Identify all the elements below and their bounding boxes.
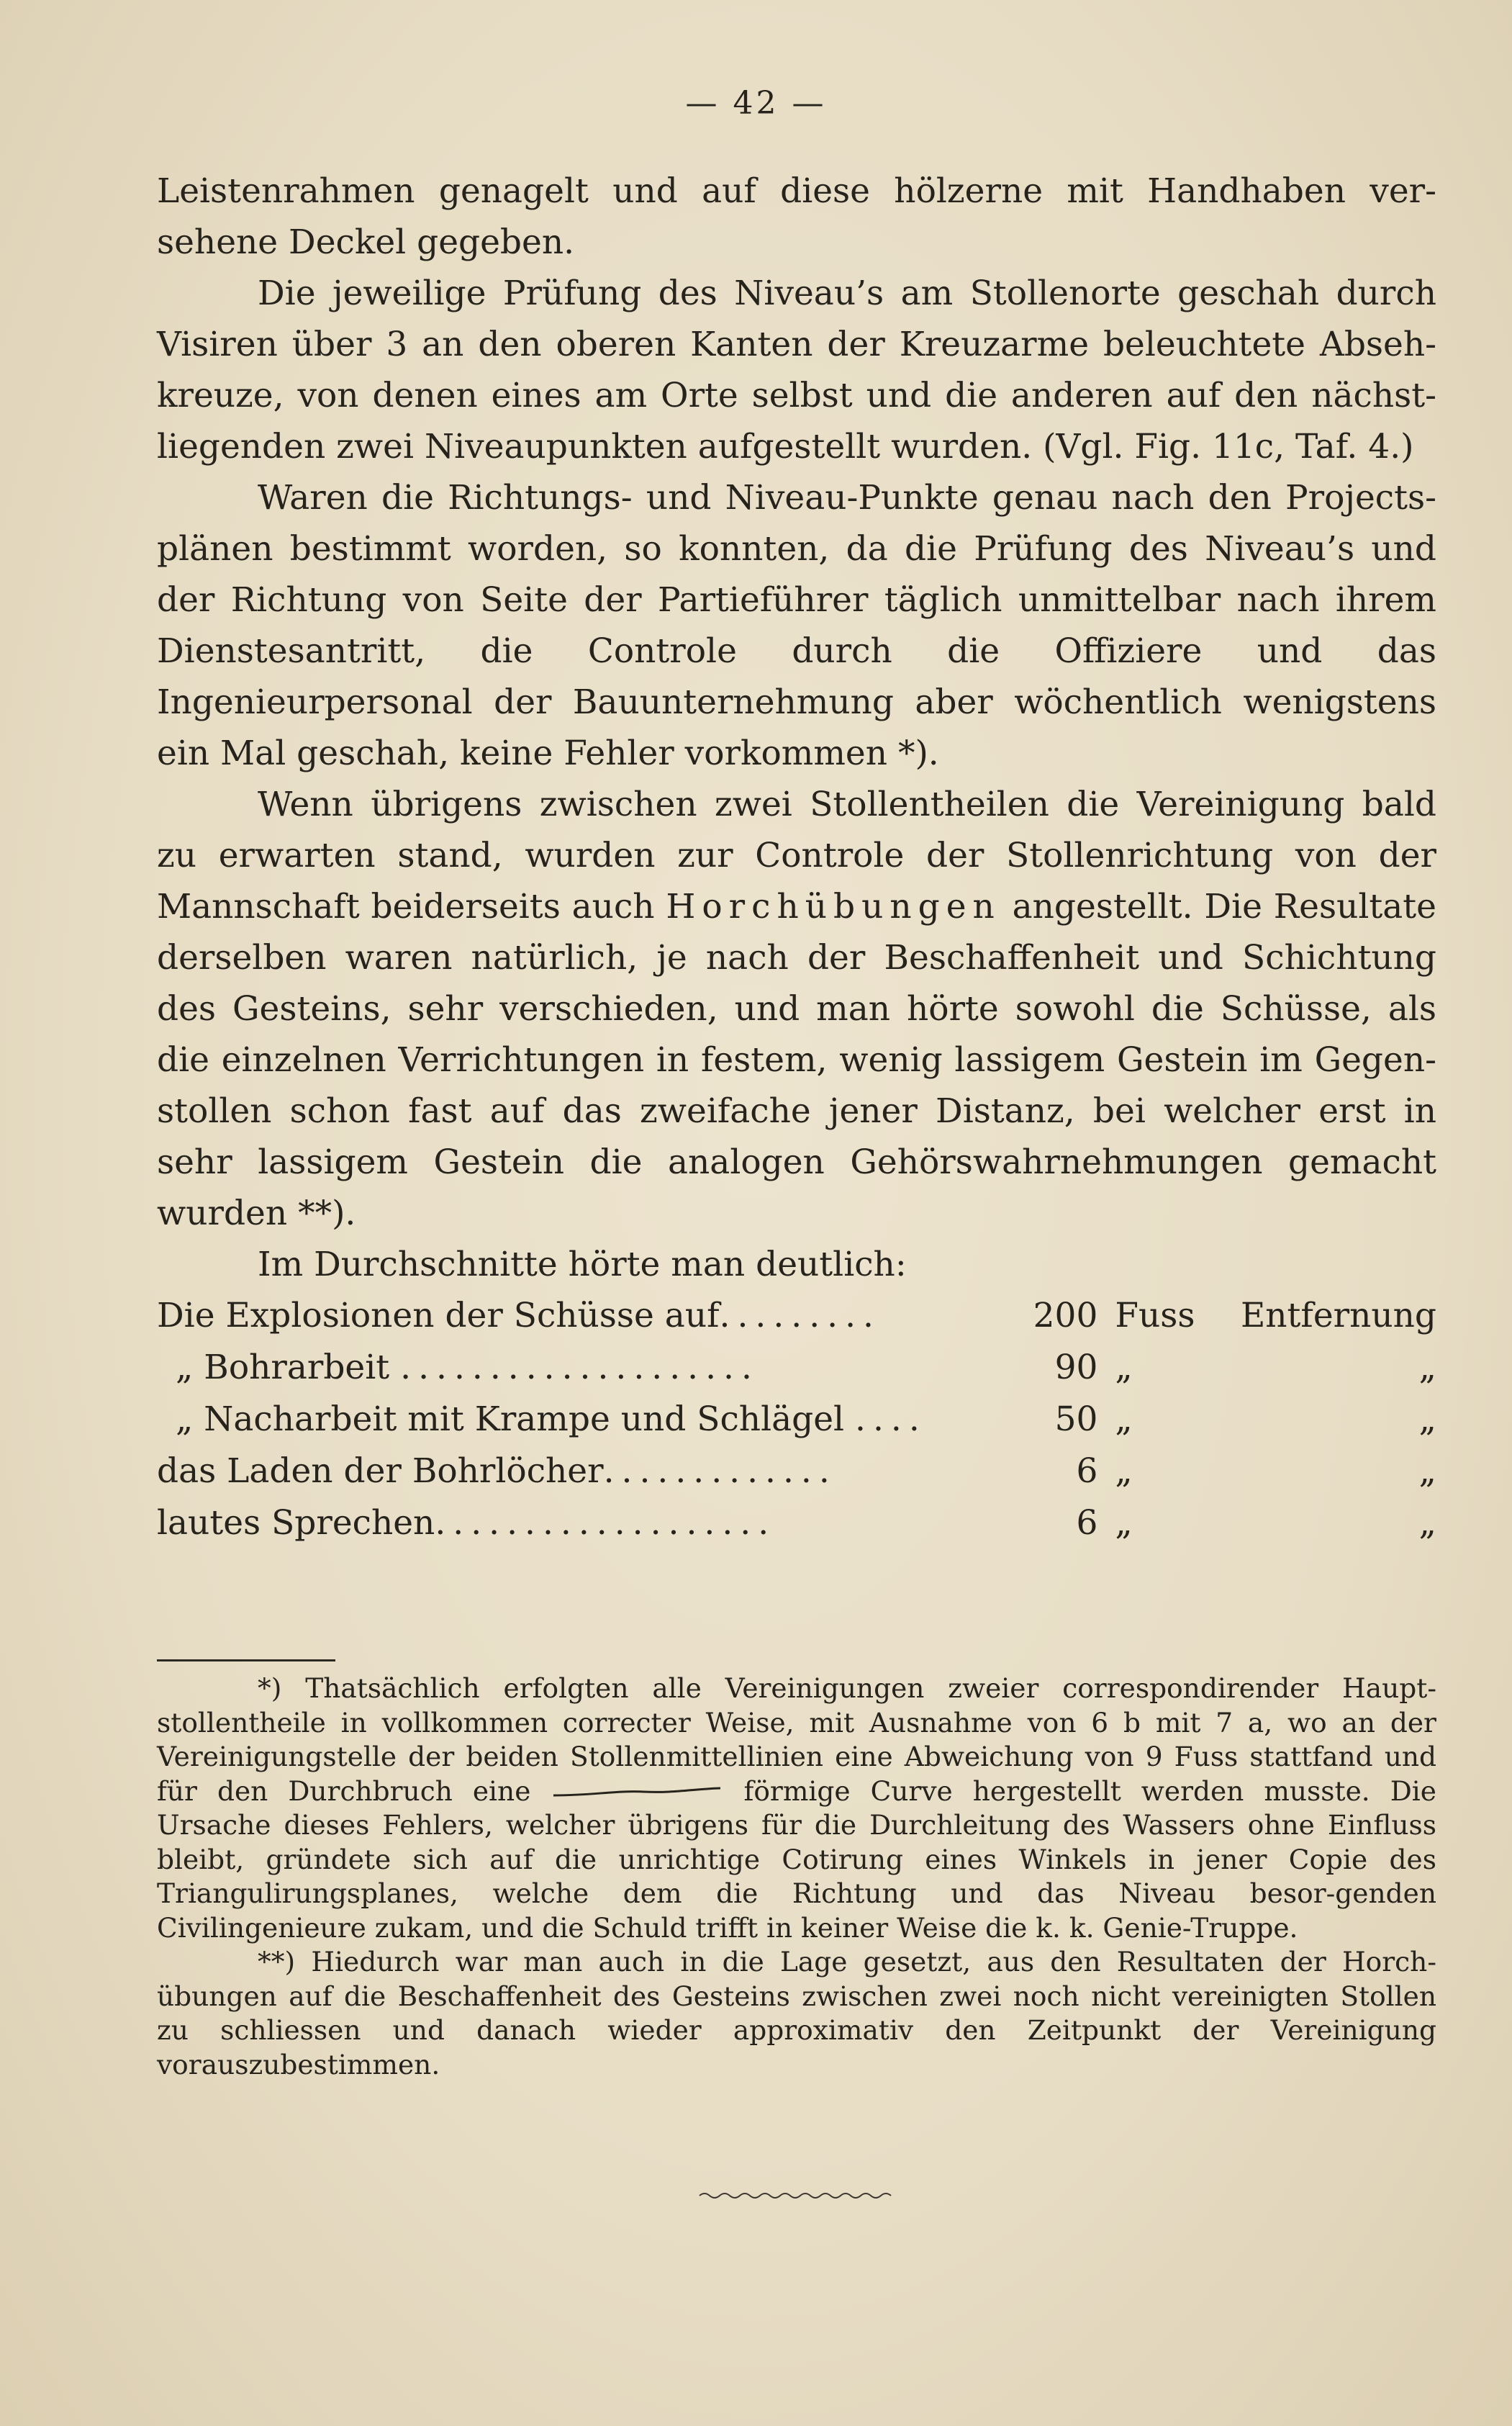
- row-unit-2: „: [1418, 1348, 1436, 1387]
- paragraph-3: Waren die Richtungs- und Niveau-Punkte genau nach den Projects-plänen bestimmt worden, so konnten, da die Prüfung des Niveau’s und der Richtung von Seite der Partieführer täglich unmittelbar nach ihrem Dienstesantritt, die Controle durch die Offiziere und das Ingenieurpersonal der Bauunternehmung aber wöchentlich wenigstens ein Mal geschah, keine Fehler vorkommen *).: [157, 478, 1436, 773]
- row-unit-2: „: [1418, 1399, 1436, 1439]
- row-value: 90: [1054, 1348, 1098, 1387]
- paragraph-4: [157, 779, 1436, 1239]
- s-curve-icon: [551, 1786, 723, 1800]
- table-row: [157, 1290, 1436, 1342]
- paragraph-4-text-after: angestellt. Die Resultate derselben waren natürlich, je nach der Beschaffenheit und Schichtung des Gesteins, sehr verschieden, und man hörte sowohl die Schüsse, als die einzelnen Verrichtungen in festem, wenig lassigem Gestein im Gegen-stollen schon fast auf das zweifache jener Distanz, bei welcher erst in sehr lassigem Gestein die analogen Gehörswahrnehmungen gemacht wurden **).: [157, 887, 1436, 1233]
- leader-dots: .............: [603, 1451, 837, 1491]
- paragraph-4-text-before: Wenn übrigens zwischen zwei Stollentheilen die Vereinigung bald zu erwarten stand, wurden zur Controle der Stollenrichtung von der Mannschaft beiderseits auch: [157, 785, 1436, 926]
- leader-dots: ...................: [435, 1503, 777, 1543]
- row-label: „ Bohrarbeit: [176, 1348, 390, 1387]
- footnote-2: **) Hiedurch war man auch in die Lage gesetzt, aus den Resultaten der Horch-übungen auf die Beschaffenheit des Gesteins zwischen zwei noch nicht vereinigten Stollen zu schliessen und danach wieder approximativ den Zeitpunkt der Vereinigung vorauszubestimmen.: [157, 1946, 1436, 2080]
- wavy-line-ornament: [698, 2188, 900, 2203]
- paragraph-2: Die jeweilige Prüfung des Niveau’s am Stollenorte geschah durch Visiren über 3 an den oberen Kanten der Kreuzarme beleuchtete Abseh-kreuze, von denen eines am Orte selbst und die anderen auf den nächst-liegenden zwei Niveaupunkten aufgestellt wurden. (Vgl. Fig. 11c, Taf. 4.): [157, 274, 1436, 466]
- footnote-1-text-after: förmige Curve hergestellt werden musste. Die Ursache dieses Fehlers, welcher übrigens für die Durchleitung des Wassers ohne Einfluss bleibt, gründete sich auf die unrichtige Cotirung eines Winkels in jener Copie des Triangulirungsplanes, welche dem die Richtung und das Niveau besor-genden Civilingenieure zukam, und die Schuld trifft in keiner Weise die k. k. Genie-Truppe.: [157, 1775, 1436, 1944]
- table-row: [157, 1342, 1436, 1394]
- row-label: Die Explosionen der Schüsse auf: [157, 1296, 720, 1335]
- table-row: [157, 1497, 1436, 1549]
- paragraph-5: Im Durchschnitte hörte man deutlich:: [258, 1245, 907, 1284]
- main-text: [157, 166, 1436, 1549]
- footnote-1-text-before: *) Thatsächlich erfolgten alle Vereinigungen zweier correspondirender Haupt-stollentheile in vollkommen correcter Weise, mit Ausnahme von 6 b mit 7 a, wo an der Vereinigungstelle der beiden Stollenmittellinien eine Abweichung von 9 Fuss stattfand und für den Durchbruch eine: [157, 1672, 1436, 1807]
- footnote-separator-rule: [157, 1659, 335, 1661]
- row-unit-2: „: [1418, 1503, 1436, 1543]
- row-value: 200: [1033, 1296, 1098, 1335]
- row-unit: „: [1115, 1348, 1133, 1387]
- row-label: das Laden der Bohrlöcher: [157, 1451, 604, 1491]
- table-row: [157, 1446, 1436, 1497]
- row-value: 6: [1076, 1451, 1098, 1491]
- paragraph-1: Leistenrahmen genagelt und auf diese hölzerne mit Handhaben ver-sehene Deckel gegeben.: [157, 171, 1436, 262]
- row-unit: „: [1115, 1399, 1133, 1439]
- row-unit: Fuss: [1115, 1296, 1195, 1335]
- footnotes: [157, 1672, 1436, 2082]
- row-label: lautes Sprechen: [157, 1503, 435, 1543]
- row-value: 6: [1076, 1503, 1098, 1543]
- leader-dots: ....................: [400, 1348, 759, 1387]
- leader-dots: ....: [855, 1399, 927, 1439]
- row-value: 50: [1054, 1399, 1098, 1439]
- row-unit-2: „: [1418, 1451, 1436, 1491]
- row-unit-2: Entfernung: [1240, 1296, 1436, 1335]
- distance-table: [157, 1290, 1436, 1549]
- row-unit: „: [1115, 1451, 1133, 1491]
- row-label: „ Nacharbeit mit Krampe und Schlägel: [176, 1399, 845, 1439]
- footnote-1: [157, 1672, 1436, 1945]
- emphasized-term: Horchübungen: [666, 887, 1001, 926]
- leader-dots: .........: [719, 1296, 881, 1335]
- table-row: [157, 1394, 1436, 1446]
- page-number: — 42 —: [685, 85, 827, 122]
- row-unit: „: [1115, 1503, 1133, 1543]
